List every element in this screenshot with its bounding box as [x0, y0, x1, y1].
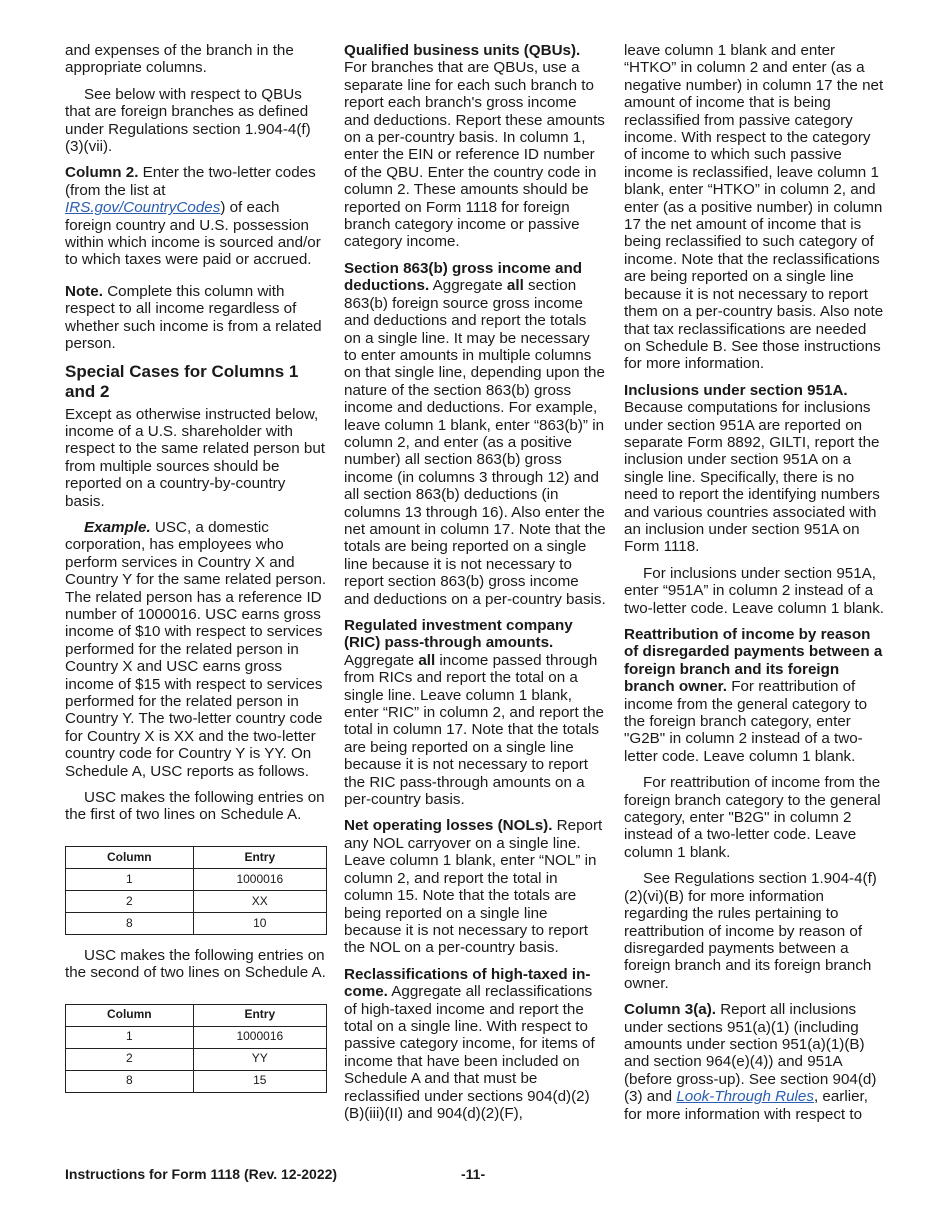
run-in-heading: Net operating losses (NOLs). — [344, 817, 553, 835]
column-right — [624, 42, 886, 1132]
run-in-heading: Regulated investment company (RIC) pass-through amounts. — [344, 617, 573, 652]
table-row — [66, 1048, 327, 1070]
text: income passed through from RICs and report the total on a single line. Leave column 1 blank, enter “RIC” in column 2, and report the total in column 17. Note that the totals are being reported on a single line because it is not necessary to report the RIC pass-through amounts on a per-country basis. — [344, 651, 604, 809]
table-cell: 1000016 — [193, 1026, 326, 1048]
entries-table-first-line — [65, 846, 327, 935]
ric-paragraph — [344, 617, 606, 808]
text: For reattribution of income from the general category to the foreign branch category, enter "G2B" in column 2 instead of a two-letter code. Leave column 1 blank. — [624, 678, 868, 765]
note-label: Note. — [65, 282, 103, 300]
column-middle — [344, 42, 606, 1131]
run-in-heading: Inclusions under section 951A. — [624, 381, 848, 399]
text: USC, a domestic corporation, has employees who perform services in Country X and Country Y for the same related person. The related person has a reference ID number of 1000016. USC earns gross income of $10 with respect to services performed for the related person in Country X and USC earns gross income of $15 with respect to services performed for the related person in Country Y. The two-letter country code for Country X is XX and the two-letter country code for Country Y is YY. On Schedule A, USC reports as follows. — [65, 518, 327, 780]
example-paragraph — [65, 519, 327, 780]
column-3a-paragraph — [624, 1001, 886, 1123]
text: , earlier, for more information with respect to — [624, 1088, 868, 1123]
paragraph: See Regulations section 1.904-4(f)(2)(vi)(B) for more information regarding the rules pertaining to reattribution of income by reason of disregarded payments between a foreign branch and its foreign branch owner. — [624, 870, 877, 992]
text: For branches that are QBUs, use a separate line for each such branch to report each branch's gross income and deductions. Report these amounts on a per-country basis. In column 1, enter the EIN or reference ID number of the QBU. Enter the country code in column 2. These amounts should be reported on Form 1118 for foreign branch category income or passive category income. — [344, 59, 605, 251]
page-number: -11- — [461, 1166, 486, 1182]
reattribution-paragraph — [624, 626, 886, 765]
text: section 863(b) foreign source gross income and deductions and report the totals on a single line. It may be necessary to enter amounts in multiple columns on that single line, depending upon the nature of the section 863(b) gross income and deductions. For example, leave column 1 blank, enter “863(b)” in column 2, and enter (as a positive number) all section 863(b) gross income (in columns 3 through 12) and all section 863(b) deductions (in columns 13 through 16). Also enter the net amount in column 17. Note that the totals are being reported on a single line because it is not necessary to report section 863(b) gross income and deductions on a per-country basis. — [344, 277, 606, 608]
reclassifications-paragraph — [344, 966, 606, 1123]
paragraph: USC makes the following entries on the second of two lines on Schedule A. — [65, 946, 326, 982]
table-cell: 10 — [193, 912, 326, 934]
table-row — [66, 1070, 327, 1092]
table-header: Column — [66, 846, 194, 868]
run-in-heading: Reclassifications of high-taxed in-come. — [344, 965, 591, 1001]
paragraph: Except as otherwise instructed below, income of a U.S. shareholder with respect to the same related person but from multiple sources should be reported on a country-by-country basis. — [65, 405, 326, 510]
emphasis: all — [418, 651, 436, 669]
column-left — [65, 42, 327, 1105]
table-cell: 1 — [66, 868, 194, 890]
paragraph: leave column 1 blank and enter “HTKO” in column 2 and enter (as a negative number) in column 17 the net amount of income that is being reclassified from passive category income. With respect to the category of income to which such passive income is reclassified, leave column 1 blank, enter “HTKO” in column 2, and enter (as a positive number) in column 17 the net amount of income that is being reclassified to such category of income. Note that the reclassifications are being reported on a single line because it is not necessary to report them on a per-country basis. Also note that tax reclassifications are needed on Schedule B. See those instructions for more information. — [624, 42, 884, 373]
text: Report any NOL carryover on a single line. Leave column 1 blank, enter “NOL” in column 2, and report the total in column 15. Note that the totals are being reported on a single line because it is not necessary to report the NOL on a per-country basis. — [344, 817, 603, 957]
text: Aggregate all reclassifications of high-taxed income and report the total on a single line. With respect to passive category income, for items of income that have been included on Schedule A and that must be reclassified under sections 904(d)(2)(B)(iii)(II) and 904(d)(2)(F), — [344, 983, 595, 1122]
table-cell: 2 — [66, 1048, 194, 1070]
inclusions-paragraph — [624, 382, 886, 556]
text: Complete this column with respect to all income regardless of whether such income is from a related person. — [65, 282, 322, 353]
look-through-rules-link[interactable]: Look-Through Rules — [676, 1088, 814, 1106]
paragraph: For inclusions under section 951A, enter “951A” in column 2 instead of a two-letter code. Leave column 1 blank. — [624, 564, 885, 617]
table-cell: 8 — [66, 912, 194, 934]
text: Aggregate — [429, 277, 507, 295]
text: Enter the two-letter codes (from the list at — [65, 164, 316, 199]
table-row — [66, 912, 327, 934]
nol-paragraph — [344, 817, 606, 956]
text: ) of each foreign country and U.S. possession within which income is sourced and/or to which taxes were paid or accrued. — [65, 199, 321, 269]
table-row — [66, 868, 327, 890]
paragraph: USC makes the following entries on the first of two lines on Schedule A. — [65, 789, 325, 824]
run-in-heading: Column 3(a). — [624, 1001, 716, 1019]
table-row — [66, 890, 327, 912]
example-label: Example. — [84, 518, 151, 536]
table-header: Entry — [193, 846, 326, 868]
run-in-heading: Qualified business units (QBUs). — [344, 42, 581, 59]
text: Because computations for inclusions under section 951A are reported on separate Form 8892, GILTI, report the inclusion under section 951A on a single line. Specifically, there is no need to report the identifying numbers and various countries associated with an inclusion under section 951A on Form 1118. — [624, 399, 880, 556]
country-codes-link[interactable]: IRS.gov/CountryCodes — [65, 199, 221, 217]
run-in-heading: Section 863(b) gross income and deductions. — [344, 259, 582, 295]
note-paragraph — [65, 283, 327, 353]
section-heading: Special Cases for Columns 1 and 2 — [65, 361, 299, 401]
table-cell: 2 — [66, 890, 194, 912]
text: Report all inclusions under sections 951(a)(1) (including amounts under section 951(a)(1)(B) and section 964(e)(4)) and 951A (before gross-up). See section 904(d)(3) and — [624, 1001, 877, 1106]
paragraph: For reattribution of income from the foreign branch category to the general category, enter "B2G" in column 2 instead of a two-letter code. Leave column 1 blank. — [624, 774, 881, 861]
paragraph: See below with respect to QBUs that are foreign branches as defined under Regulations section 1.904-4(f)(3)(vii). — [65, 85, 311, 156]
run-in-heading: Reattribution of income by reason of disregarded payments between a foreign branch and its foreign branch owner. — [624, 626, 883, 696]
qbu-paragraph — [344, 42, 606, 251]
table-cell: YY — [193, 1048, 326, 1070]
table-cell: XX — [193, 890, 326, 912]
table-row — [66, 1026, 327, 1048]
footer-title: Instructions for Form 1118 (Rev. 12-2022) — [65, 1166, 338, 1182]
table-cell: 1 — [66, 1026, 194, 1048]
table-cell: 8 — [66, 1070, 194, 1092]
entries-table-second-line — [65, 1004, 327, 1093]
text: Aggregate — [344, 651, 419, 669]
table-header: Entry — [193, 1004, 326, 1026]
table-cell: 15 — [193, 1070, 326, 1092]
table-header: Column — [66, 1004, 194, 1026]
paragraph: and expenses of the branch in the appropriate columns. — [65, 42, 294, 77]
emphasis: all — [506, 277, 524, 295]
table-cell: 1000016 — [193, 868, 326, 890]
column-2-paragraph — [65, 164, 327, 268]
run-in-heading: Column 2. — [65, 164, 139, 182]
section-863b-paragraph — [344, 260, 606, 608]
